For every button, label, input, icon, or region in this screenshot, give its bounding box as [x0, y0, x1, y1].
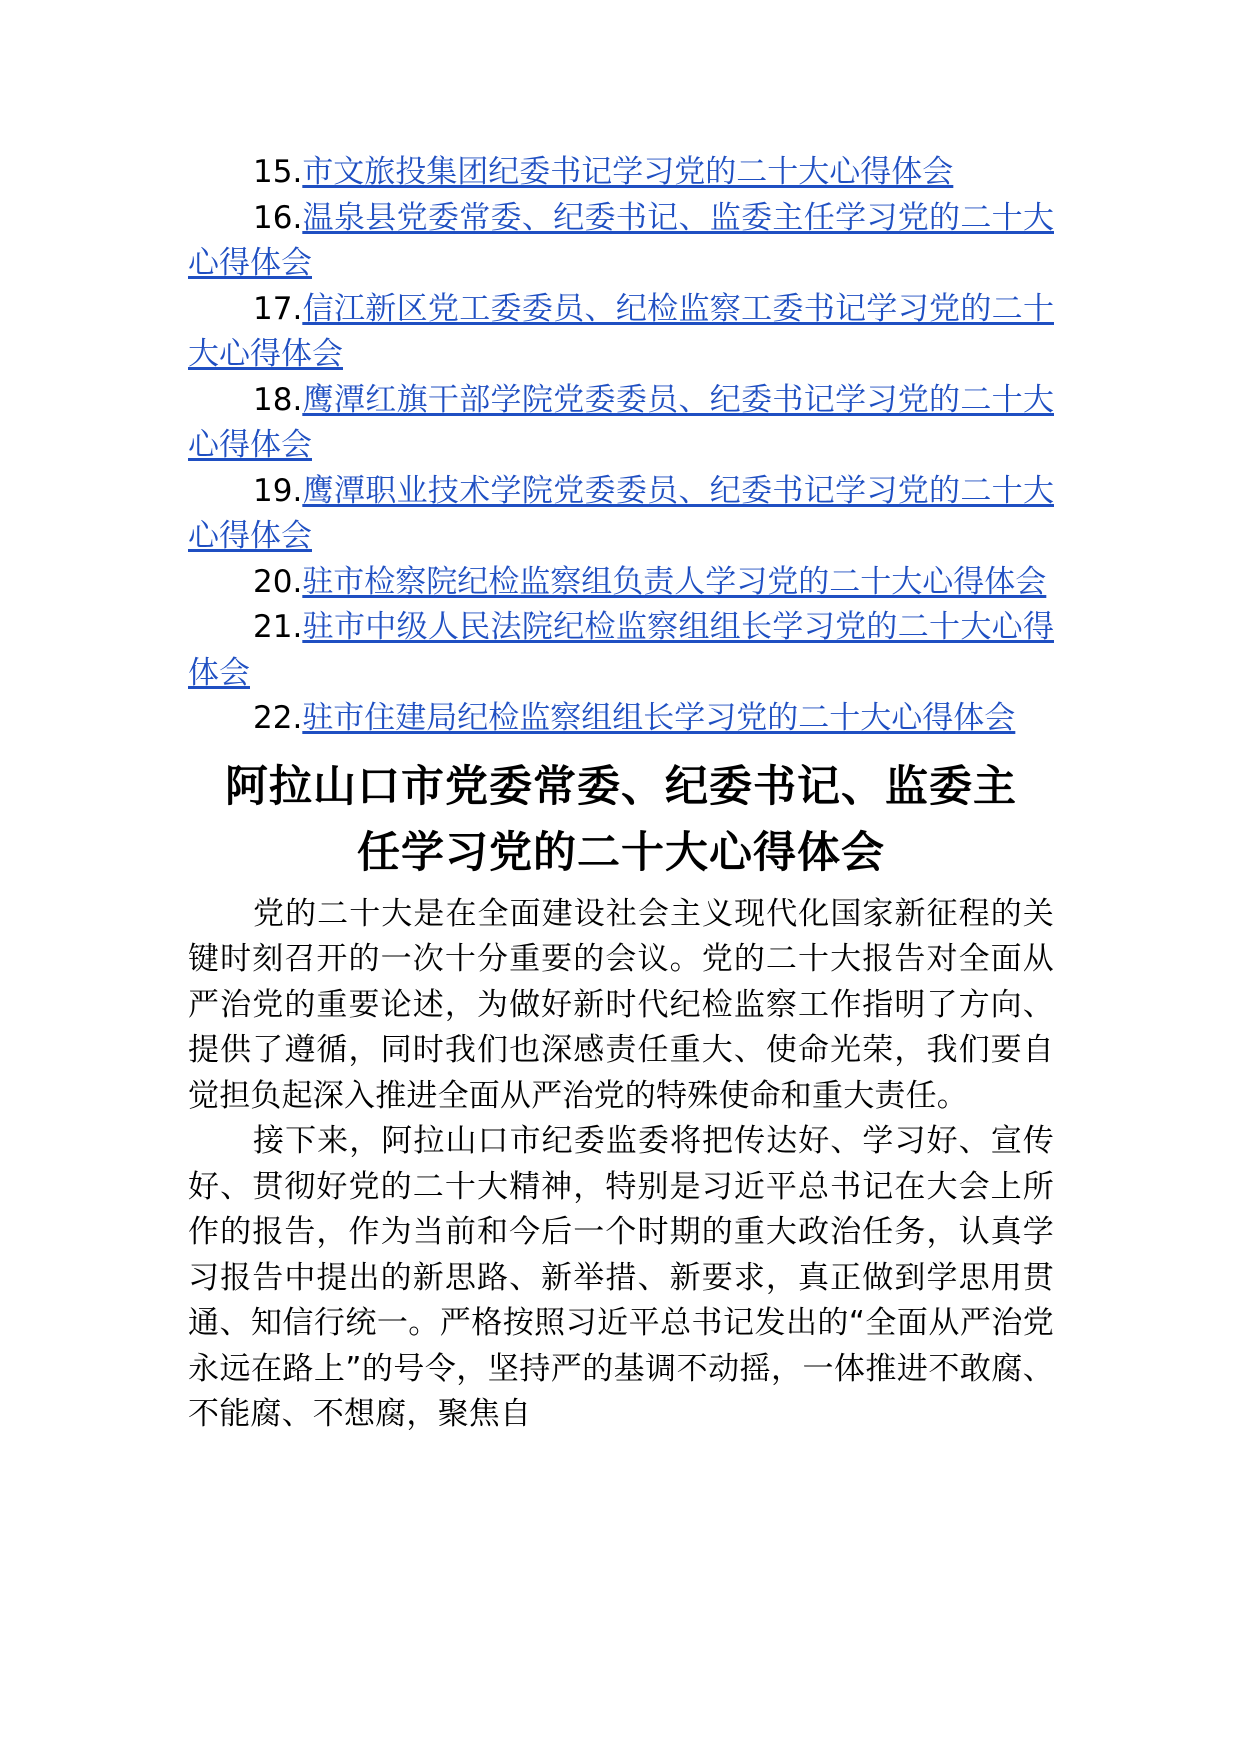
toc-item-21	[188, 605, 1054, 696]
toc-number: 22.	[253, 700, 303, 736]
article-title-line-1: 阿拉山口市党委常委、纪委书记、监委主	[225, 761, 1017, 812]
toc-link-19[interactable]: 鹰潭职业技术学院党委委员、纪委书记学习党的二十大心得体会	[188, 472, 1054, 554]
toc-number: 20.	[253, 563, 303, 600]
toc-link-15[interactable]: 市文旅投集团纪委书记学习党的二十大心得体会	[302, 154, 954, 190]
document-page	[188, 150, 1054, 1438]
toc-link-20[interactable]: 驻市检察院纪检监察组负责人学习党的二十大心得体会	[302, 563, 1047, 600]
toc-item-17	[188, 287, 1054, 378]
article-title-line-2: 任学习党的二十大心得体会	[357, 827, 885, 878]
toc-item-15	[188, 150, 1054, 196]
toc-link-16[interactable]: 温泉县党委常委、纪委书记、监委主任学习党的二十大心得体会	[188, 199, 1054, 281]
toc-link-17[interactable]: 信江新区党工委委员、纪检监察工委书记学习党的二十大心得体会	[188, 290, 1054, 372]
article-body	[188, 892, 1054, 1438]
toc-item-18	[188, 378, 1054, 469]
article-title	[188, 754, 1054, 886]
article-paragraph: 党的二十大是在全面建设社会主义现代化国家新征程的关键时刻召开的一次十分重要的会议。党的二十大报告对全面从严治党的重要论述，为做好新时代纪检监察工作指明了方向、提供了遵循，同时我们也深感责任重大、使命光荣，我们要自觉担负起深入推进全面从严治党的特殊使命和重大责任。	[188, 895, 1054, 1114]
toc-number: 15.	[253, 154, 303, 190]
toc-number: 16.	[253, 199, 303, 236]
toc-number: 17.	[253, 290, 303, 327]
toc-item-20	[188, 560, 1054, 606]
toc-number: 19.	[253, 472, 303, 509]
toc-link-22[interactable]: 驻市住建局纪检监察组组长学习党的二十大心得体会	[302, 700, 1016, 736]
toc-item-19	[188, 469, 1054, 560]
toc-link-21[interactable]: 驻市中级人民法院纪检监察组组长学习党的二十大心得体会	[188, 609, 1054, 691]
table-of-contents	[188, 150, 1054, 742]
toc-number: 21.	[253, 609, 303, 645]
toc-link-18[interactable]: 鹰潭红旗干部学院党委委员、纪委书记学习党的二十大心得体会	[188, 381, 1054, 463]
article-paragraph: 接下来，阿拉山口市纪委监委将把传达好、学习好、宣传好、贯彻好党的二十大精神，特别是习近平总书记在大会上所作的报告，作为当前和今后一个时期的重大政治任务，认真学习报告中提出的新思路、新举措、新要求，真正做到学思用贯通、知信行统一。严格按照习近平总书记发出的“全面从严治党永远在路上”的号令，坚持严的基调不动摇，一体推进不敢腐、不能腐、不想腐，聚焦自	[188, 1123, 1054, 1432]
toc-item-22	[188, 696, 1054, 742]
toc-number: 18.	[253, 381, 303, 418]
toc-item-16	[188, 196, 1054, 287]
